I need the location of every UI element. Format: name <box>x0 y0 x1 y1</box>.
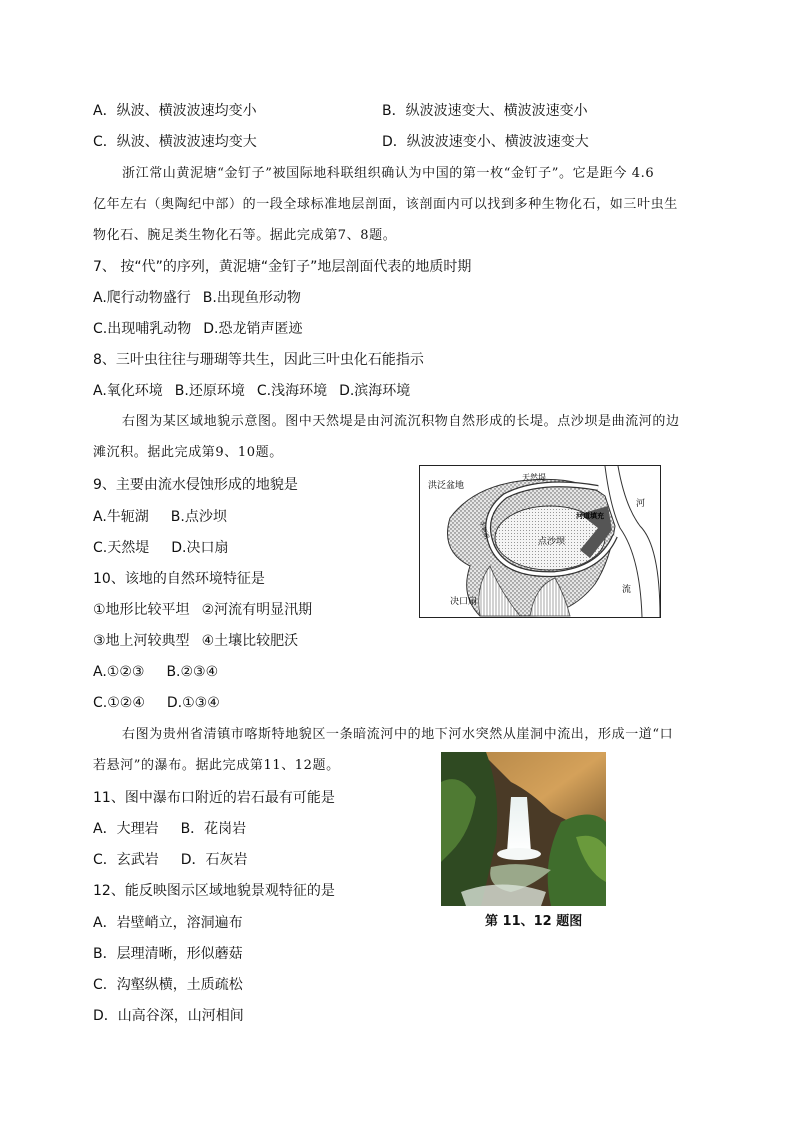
q10-options-row1 <box>93 663 218 681</box>
q8-option-b: B.还原环境 <box>174 383 245 399</box>
q7-stem: 7、 按“代”的序列，黄泥塘“金钉子”地层剖面代表的地质时期 <box>93 259 472 275</box>
passage2-line2: 滩沉积。据此完成第9、10题。 <box>93 445 283 460</box>
q9-option-d: D.决口扇 <box>171 540 229 556</box>
q10-stem: 10、该地的自然环境特征是 <box>93 571 265 587</box>
passage1-line3: 物化石、腕足类生物化石等。据此完成第7、8题。 <box>93 228 397 243</box>
q10-statements-row1 <box>93 601 312 619</box>
label-channel-fill: 河道填充 <box>576 512 604 520</box>
label-crevasse: 决口扇 <box>450 597 478 607</box>
q7-options-row2 <box>93 320 302 338</box>
waterfall-photo-svg <box>441 752 606 906</box>
q12-option-c: C．沟壑纵横，土质疏松 <box>93 977 243 993</box>
q10-statements-row2 <box>93 632 298 650</box>
q9-option-a: A.牛轭湖 <box>93 509 149 525</box>
q8-options <box>93 382 410 400</box>
q11-options-row1 <box>93 820 246 838</box>
q10-option-a: A.①②③ <box>93 664 145 680</box>
label-river-2: 流 <box>622 585 632 595</box>
q9-options-row1 <box>93 508 227 526</box>
q9-options-row2 <box>93 539 228 557</box>
q11-option-c: C．玄武岩 <box>93 852 159 868</box>
q9-option-c: C.天然堤 <box>93 540 150 556</box>
q10-option-c: C.①②④ <box>93 695 145 711</box>
q12-option-d: D．山高谷深，山河相间 <box>93 1008 244 1024</box>
splash <box>497 848 541 860</box>
landform-map-figure <box>419 465 661 618</box>
label-river-1: 河 <box>636 499 646 509</box>
q8-stem: 8、三叶虫往往与珊瑚等共生，因此三叶虫化石能指示 <box>93 352 424 368</box>
label-basin: 洪泛盆地 <box>428 481 465 491</box>
q10-statement-3: ③地上河较典型 <box>93 633 190 649</box>
label-levee: 天然堤 <box>522 473 546 482</box>
photo-caption: 第 11、12 题图 <box>485 914 583 929</box>
landform-map-svg <box>420 466 660 617</box>
passage3-line1: 右图为贵州省清镇市喀斯特地貌区一条暗流河中的地下河水突然从崖洞中流出，形成一道“口 <box>122 727 674 742</box>
q12-option-b: B．层理清晰，形似蘑菇 <box>93 946 243 962</box>
q7-option-a: A.爬行动物盛行 <box>93 290 191 306</box>
q11-option-a: A．大理岩 <box>93 821 159 837</box>
label-point-bar: 点沙坝 <box>538 537 566 547</box>
passage3-line2: 若悬河”的瀑布。据此完成第11、12题。 <box>93 758 340 773</box>
q6-option-a: A．纵波、横波波速均变小 <box>93 103 257 119</box>
q8-option-c: C.浅海环境 <box>256 383 328 399</box>
q8-option-d: D.滨海环境 <box>339 383 411 399</box>
passage1-line1: 浙江常山黄泥塘“金钉子”被国际地科联组织确认为中国的第一枚“金钉子”。它是距今 4.6 <box>122 166 655 181</box>
q11-option-b: B．花岗岩 <box>180 821 247 837</box>
q10-option-b: B.②③④ <box>166 664 219 680</box>
q11-stem: 11、图中瀑布口附近的岩石最有可能是 <box>93 790 335 806</box>
q7-options-row1 <box>93 289 301 307</box>
q10-statement-4: ④土壤比较肥沃 <box>201 633 299 649</box>
passage1-line2: 亿年左右（奥陶纪中部）的一段全球标准地层剖面，该剖面内可以找到多种生物化石，如三叶虫生 <box>93 197 678 212</box>
label-oxbow: 牛轭湖 <box>477 520 491 540</box>
waterfall <box>507 797 531 852</box>
q12-stem: 12、能反映图示区域地貌景观特征的是 <box>93 883 335 899</box>
q9-stem: 9、主要由流水侵蚀形成的地貌是 <box>93 477 298 493</box>
q10-options-row2 <box>93 694 220 712</box>
q7-option-c: C.出现哺乳动物 <box>93 321 192 337</box>
q10-statement-2: ②河流有明显汛期 <box>201 602 313 618</box>
passage2-line1: 右图为某区域地貌示意图。图中天然堤是由河流沉积物自然形成的长堤。点沙坝是曲流河的边 <box>122 414 680 429</box>
q6-option-d: D．纵波波速变小、横波波速变大 <box>382 134 589 150</box>
q10-statement-1: ①地形比较平坦 <box>93 602 190 618</box>
q11-option-d: D．石灰岩 <box>180 852 248 868</box>
q9-option-b: B.点沙坝 <box>170 509 227 525</box>
q7-option-b: B.出现鱼形动物 <box>202 290 301 306</box>
waterfall-photo <box>441 752 606 906</box>
q8-option-a: A.氧化环境 <box>93 383 163 399</box>
q12-option-a: A．岩壁峭立，溶洞遍布 <box>93 915 243 931</box>
q11-options-row2 <box>93 851 248 869</box>
q6-option-c: C．纵波、横波波速均变大 <box>93 134 257 150</box>
q6-option-b: B．纵波波速变大、横波波速变小 <box>382 103 588 119</box>
q7-option-d: D.恐龙销声匿迹 <box>203 321 303 337</box>
q10-option-d: D.①③④ <box>166 695 220 711</box>
